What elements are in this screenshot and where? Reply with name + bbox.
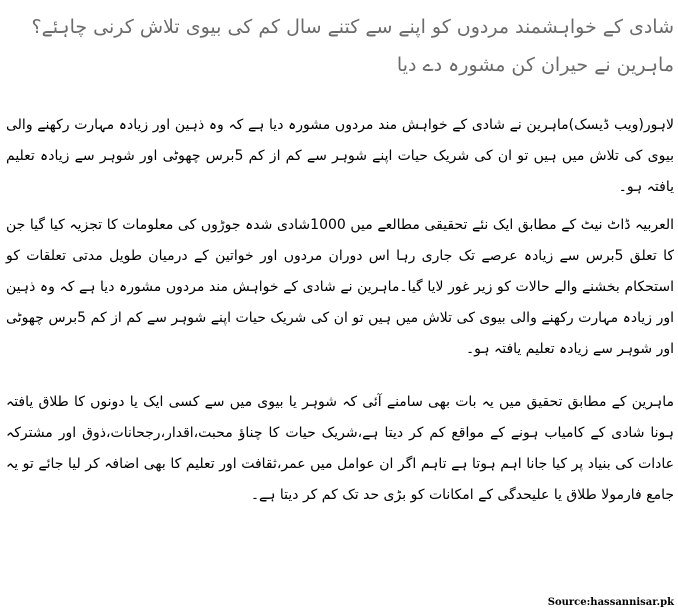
- article-paragraph-2: العربیہ ڈاٹ نیٹ کے مطابق ایک نئے تحقیقی مطالعے میں 1000شادی شدہ جوڑوں کی معلومات کا تجزیہ کیا گیا جن کا تعلق 5برس سے زیادہ عرصے تک جاری رہا اس دوران مردوں اور خواتین کے درمیان طویل مدتی تعلقات کو استحکام بخشنے والے حالات کو زیر غور لایا گیا۔ماہرین نے شادی کے خواہش مند مردوں مشورہ دیا ہے کہ وہ ذہین اور زیادہ مہارت رکھنے والی بیوی کی تلاش میں ہیں تو ان کی شریک حیات اپنے شوہر سے کم از کم 5برس چھوٹی اور شوہر سے زیادہ تعلیم یافتہ ہو۔: [6, 217, 674, 357]
- article-paragraph-3: ماہرین کے مطابق تحقیق میں یہ بات بھی سامنے آئی کہ شوہر یا بیوی میں سے کسی ایک یا دونوں کا طلاق یافتہ ہونا شادی کے کامیاب ہونے کے مواقع کم کر دیتا ہے،شریک حیات کا چناؤ محبت،اقدار،رجحانات،ذوق اور مشترکہ عادات کی بنیاد پر کیا جانا اہم ہوتا ہے تاہم اگر ان عوامل میں عمر،ثقافت اور تعلیم کا بھی اضافہ کر لیا جائے تو یہ جامع فارمولا طلاق یا علیحدگی کے امکانات کو بڑی حد تک کم کر دیتا ہے۔: [6, 394, 674, 503]
- article-headline: شادی کے خواہشمند مردوں کو اپنے سے کتنے سال کم کی بیوی تلاش کرنی چاہئے؟ماہرین نے حیران کن مشورہ دے دیا: [31, 16, 674, 76]
- source-credit: Source:hassannisar.pk: [547, 597, 674, 608]
- article-paragraph-1: لاہور(ویب ڈیسک)ماہرین نے شادی کے خواہش مند مردوں مشورہ دیا ہے کہ وہ ذہین اور زیادہ مہارت رکھنے والی بیوی کی تلاش میں ہیں تو ان کی شریک حیات اپنے شوہر سے کم از کم 5برس چھوٹی اور شوہر سے زیادہ تعلیم یافتہ ہو۔: [6, 117, 674, 195]
